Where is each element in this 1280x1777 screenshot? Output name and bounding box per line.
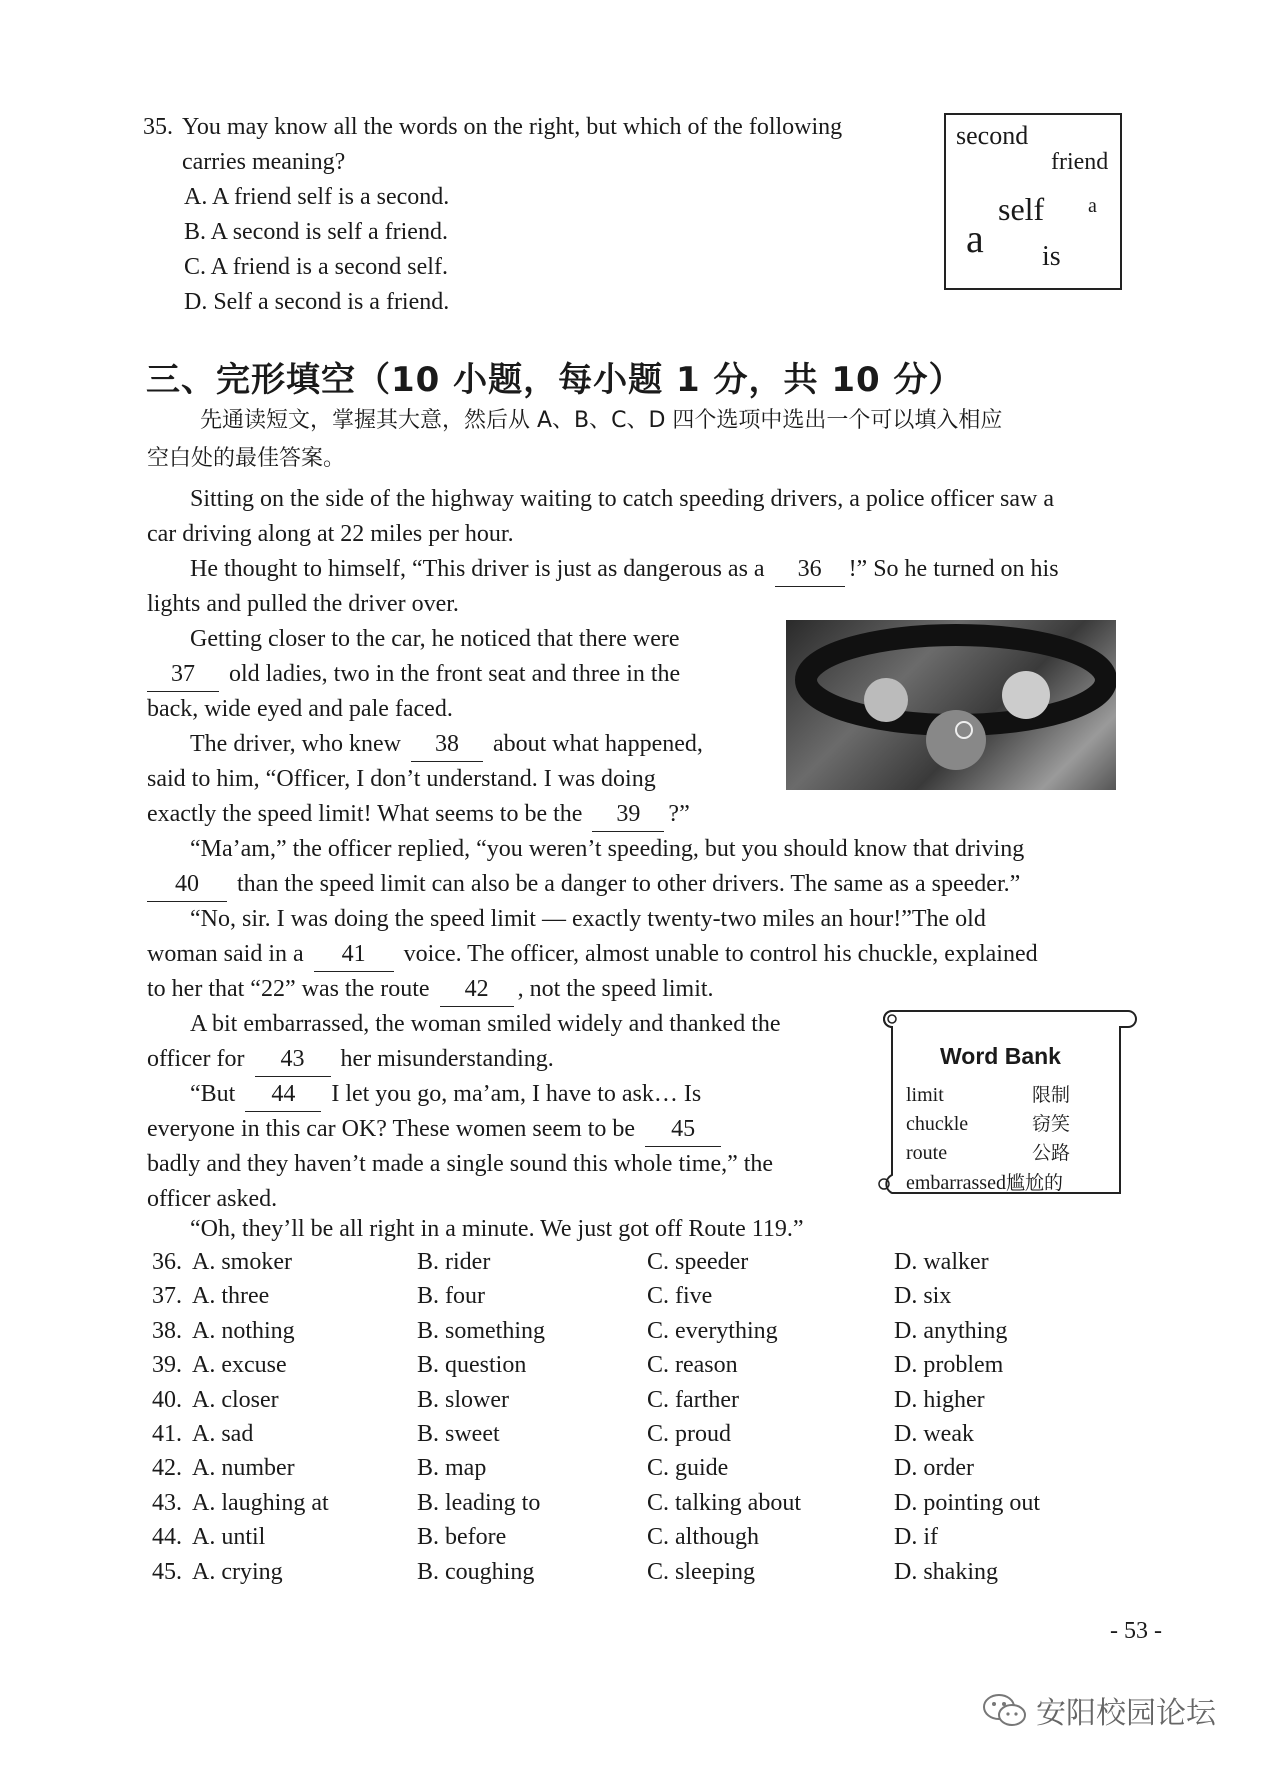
passage-text: ?” — [668, 801, 690, 827]
passage-text: her misunderstanding. — [340, 1046, 554, 1072]
passage-text: I let you go, ma’am, I have to ask… Is — [331, 1081, 702, 1107]
passage-text: everyone in this car OK? These women seem to be — [147, 1116, 636, 1142]
choice-option-c: C. proud — [647, 1421, 731, 1447]
passage-p7-line2 — [147, 1042, 554, 1077]
word-bank-last-row — [906, 1168, 1063, 1195]
choice-option-b: B. leading to — [417, 1489, 541, 1516]
choice-option-c: C. sleeping — [647, 1558, 755, 1585]
word-bank-en: limit — [906, 1084, 944, 1106]
page-number: - 53 - — [1110, 1618, 1162, 1644]
passage-text: to her that “22” was the route — [147, 976, 430, 1002]
choice-option-a: A. until — [192, 1524, 266, 1551]
passage-p5-line2 — [147, 867, 1020, 902]
passage-text: woman said in a — [147, 941, 304, 967]
passage-p7-line1: A bit embarrassed, the woman smiled widely and thanked the — [190, 1011, 781, 1037]
word-self: self — [998, 191, 1045, 227]
choice-option-b: B. rider — [417, 1249, 491, 1275]
choice-option-c: C. although — [647, 1524, 759, 1551]
watermark-text: 安阳校园论坛 — [1036, 1696, 1216, 1731]
car-photo — [786, 620, 1116, 790]
passage-p4-line1 — [190, 727, 703, 762]
choice-option-a: A. sad — [192, 1421, 254, 1447]
passage-text: “But — [190, 1081, 236, 1107]
choice-option-c: C. farther — [647, 1386, 739, 1413]
blank-38: 38 — [411, 727, 483, 762]
choice-option-c: C. five — [647, 1283, 713, 1310]
choice-number: 36. — [152, 1249, 182, 1275]
word-friend: friend — [1051, 149, 1109, 175]
choice-option-c: C. talking about — [647, 1489, 801, 1516]
choice-option-b: B. sweet — [417, 1421, 500, 1447]
passage-p8-line1 — [190, 1077, 701, 1112]
passage-p8-line2 — [147, 1112, 725, 1147]
word-a-small: a — [1088, 195, 1097, 217]
choice-option-d: D. if — [894, 1524, 938, 1551]
choice-option-b: B. map — [417, 1455, 487, 1482]
choice-option-a: A. crying — [192, 1558, 283, 1585]
section-title: 三、完形填空（10 小题，每小题 1 分，共 10 分） — [146, 360, 964, 400]
choice-number: 39. — [152, 1352, 182, 1379]
section-instruction-line1: 先通读短文，掌握其大意，然后从 A、B、C、D 四个选项中选出一个可以填入相应 — [200, 408, 1003, 433]
word-a-big: a — [966, 216, 984, 261]
choice-option-a: A. number — [192, 1455, 295, 1482]
word-bank-en: route — [906, 1142, 948, 1164]
choice-option-b: B. something — [417, 1317, 546, 1344]
choice-option-a: A. three — [192, 1283, 270, 1310]
word-bank-title: Word Bank — [940, 1043, 1061, 1069]
passage-p3-line1: Getting closer to the car, he noticed that there were — [190, 626, 680, 652]
passage-text: voice. The officer, almost unable to control his chuckle, explained — [403, 941, 1038, 967]
choice-option-d: D. six — [894, 1283, 952, 1310]
blank-41: 41 — [314, 937, 394, 972]
choice-option-c: C. speeder — [647, 1249, 749, 1275]
choice-option-d: D. higher — [894, 1386, 985, 1413]
blank-45: 45 — [645, 1112, 721, 1147]
choice-option-d: D. order — [894, 1455, 974, 1482]
choice-option-c: C. everything — [647, 1317, 778, 1344]
passage-p8-line3: badly and they haven’t made a single sound this whole time,” the — [147, 1151, 774, 1177]
passage-p3-line2 — [147, 657, 680, 692]
q35-option-b: B. A second is self a friend. — [184, 219, 448, 245]
passage-p6-line1: “No, sir. I was doing the speed limit — exactly twenty-two miles an hour!”The old — [190, 906, 986, 932]
choice-option-d: D. shaking — [894, 1558, 998, 1585]
word-bank-cn-column — [1032, 1081, 1070, 1168]
word-bank-cn: 限制 — [1032, 1084, 1071, 1106]
choice-option-d: D. pointing out — [894, 1489, 1041, 1516]
word-is: is — [1042, 241, 1061, 272]
choice-number: 43. — [152, 1489, 182, 1516]
choice-option-b: B. slower — [417, 1386, 509, 1413]
choice-number: 40. — [152, 1386, 182, 1413]
choice-number: 38. — [152, 1317, 182, 1344]
choice-number: 44. — [152, 1524, 182, 1551]
word-bank-cn: 窃笑 — [1032, 1113, 1071, 1135]
blank-43: 43 — [255, 1042, 331, 1077]
passage-p4-line3 — [147, 797, 690, 832]
passage-p1-line1: Sitting on the side of the highway waiting to catch speeding drivers, a police officer saw a — [190, 486, 1054, 512]
passage-text: The driver, who knew — [190, 731, 401, 757]
q35-stem-line2: carries meaning? — [182, 149, 346, 175]
choice-option-b: B. coughing — [417, 1558, 535, 1585]
passage-text: He thought to himself, “This driver is just as dangerous as a — [190, 556, 765, 582]
passage-p6-line2 — [147, 937, 1038, 972]
watermark — [980, 1688, 1216, 1732]
word-bank-en: chuckle — [906, 1113, 969, 1135]
passage-text: old ladies, two in the front seat and three in the — [229, 661, 681, 687]
car-photo-illustration — [786, 620, 1116, 790]
passage-text: !” So he turned on his — [848, 556, 1059, 582]
blank-36: 36 — [775, 552, 845, 587]
section-instruction-line2: 空白处的最佳答案。 — [147, 446, 346, 471]
choice-option-a: A. closer — [192, 1386, 279, 1413]
choice-number: 37. — [152, 1283, 182, 1310]
choice-option-c: C. reason — [647, 1352, 738, 1379]
choice-option-a: A. laughing at — [192, 1489, 329, 1516]
word-bank — [870, 1003, 1140, 1213]
passage-text: , not the speed limit. — [517, 976, 714, 1002]
passage-text: officer for — [147, 1046, 245, 1072]
blank-44: 44 — [245, 1077, 321, 1112]
wechat-icon — [980, 1691, 1028, 1729]
q35-number: 35. — [143, 114, 173, 140]
passage-p4-line2: said to him, “Officer, I don’t understand. I was doing — [147, 766, 656, 792]
passage-p5-line1: “Ma’am,” the officer replied, “you weren’t speeding, but you should know that driving — [190, 836, 1025, 862]
q35-stem-line1: You may know all the words on the right, but which of the following — [182, 114, 843, 140]
blank-42: 42 — [440, 972, 514, 1007]
word-bank-en: embarrassed — [906, 1172, 1006, 1194]
choice-option-b: B. before — [417, 1524, 507, 1551]
choice-option-a: A. nothing — [192, 1317, 295, 1344]
choice-number: 42. — [152, 1455, 182, 1482]
blank-39: 39 — [592, 797, 664, 832]
passage-text: exactly the speed limit! What seems to be the — [147, 801, 583, 827]
choices-table — [152, 1245, 1152, 1595]
passage-p6-line3 — [147, 972, 714, 1007]
passage-p2-line2: lights and pulled the driver over. — [147, 591, 459, 617]
q35-option-a: A. A friend self is a second. — [184, 184, 450, 210]
passage-text: about what happened, — [492, 731, 703, 757]
q35-option-d: D. Self a second is a friend. — [184, 289, 450, 315]
word-bank-en-column — [906, 1081, 968, 1168]
passage-p2-line1 — [190, 552, 1059, 587]
blank-40: 40 — [147, 867, 227, 902]
choice-option-c: C. guide — [647, 1455, 729, 1482]
choice-option-d: D. weak — [894, 1421, 974, 1447]
choice-option-d: D. walker — [894, 1249, 989, 1275]
word-second: second — [956, 121, 1029, 150]
blank-37: 37 — [147, 657, 219, 692]
choice-option-a: A. smoker — [192, 1249, 292, 1275]
choice-option-d: D. anything — [894, 1317, 1008, 1344]
choice-option-d: D. problem — [894, 1352, 1004, 1379]
choice-number: 45. — [152, 1558, 182, 1585]
choice-option-b: B. four — [417, 1283, 485, 1310]
choice-number: 41. — [152, 1421, 182, 1447]
passage-p9: “Oh, they’ll be all right in a minute. We just got off Route 119.” — [190, 1216, 804, 1242]
choice-option-b: B. question — [417, 1352, 527, 1379]
passage-p1-line2: car driving along at 22 miles per hour. — [147, 521, 514, 547]
passage-p8-line4: officer asked. — [147, 1186, 278, 1212]
word-bank-cn: 尴尬的 — [1005, 1172, 1063, 1194]
q35-word-box — [944, 113, 1122, 290]
choice-option-a: A. excuse — [192, 1352, 287, 1379]
passage-text: than the speed limit can also be a danger to other drivers. The same as a speeder.” — [237, 871, 1021, 897]
q35-option-c: C. A friend is a second self. — [184, 254, 448, 280]
passage-p3-line3: back, wide eyed and pale faced. — [147, 696, 453, 722]
word-bank-cn: 公路 — [1032, 1142, 1071, 1164]
